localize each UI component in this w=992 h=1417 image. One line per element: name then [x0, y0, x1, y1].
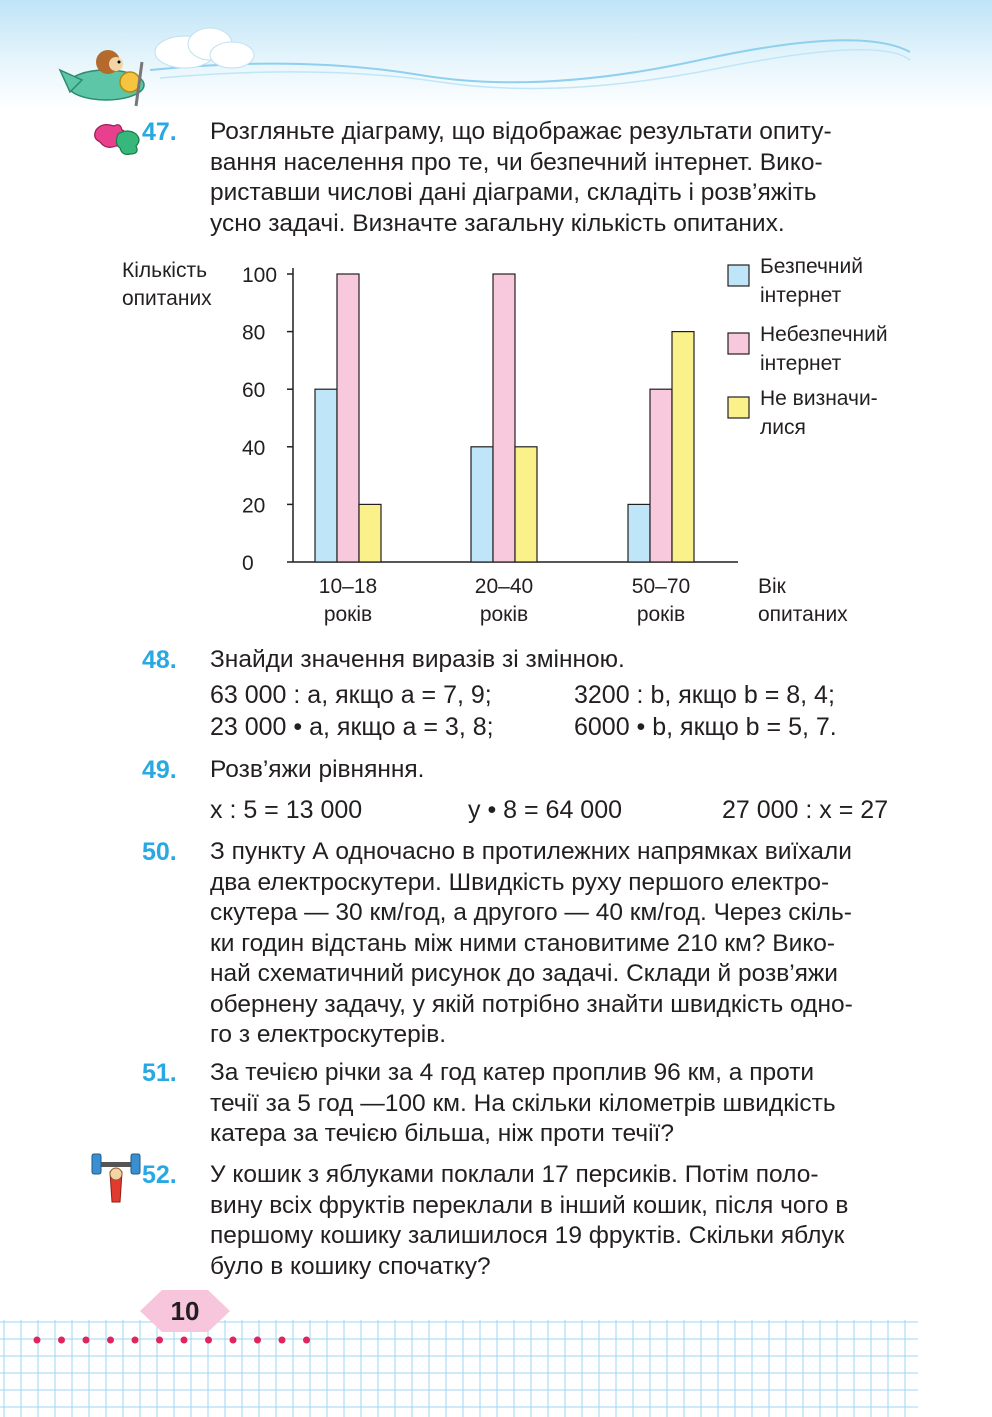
red-dot	[303, 1337, 310, 1344]
red-dot	[230, 1337, 237, 1344]
text-line: вину всіх фруктів переклали в інший кошик, після чого в	[210, 1191, 849, 1219]
x-tick-label: років	[636, 603, 686, 626]
y-axis-label: Кількість	[122, 259, 208, 282]
text-line: два електроскутери. Швидкість руху першого електро-	[210, 868, 830, 896]
red-dot	[254, 1337, 261, 1344]
bar	[515, 447, 537, 562]
hedgehog-plane-icon	[56, 40, 156, 110]
survey-chart	[110, 245, 940, 635]
bar	[672, 332, 694, 562]
task-text	[210, 1058, 912, 1150]
y-tick-label: 60	[242, 379, 266, 403]
task-text	[210, 1160, 912, 1282]
text-line: вання населення про те, чи безпечний інтернет. Вико-	[210, 148, 823, 176]
y-tick-label: 100	[242, 264, 278, 287]
x-tick-label: 20–40	[474, 575, 534, 598]
red-dot	[132, 1337, 139, 1344]
text-line: З пункту А одночасно в протилежних напрямках виїхали	[210, 838, 852, 865]
y-axis-label: опитаних	[122, 287, 212, 310]
bar	[628, 504, 650, 562]
text-line: було в кошику спочатку?	[210, 1252, 491, 1280]
bar-chart	[110, 245, 940, 635]
red-dot	[58, 1337, 65, 1344]
red-dot	[156, 1337, 163, 1344]
red-dot	[181, 1337, 188, 1344]
x-tick-label: років	[323, 603, 373, 626]
text-line: скутера — 30 км/год, а другого — 40 км/год. Через скіль-	[210, 899, 852, 926]
task-51	[142, 1058, 912, 1150]
task-text	[210, 117, 912, 239]
text-line: Розгляньте діаграму, що відображає результати опиту-	[210, 118, 832, 145]
task-title: Знайди значення виразів зі змінною.	[210, 646, 625, 673]
text-line: першому кошику залишилося 19 фруктів. Скільки яблук	[210, 1222, 845, 1249]
task-number: 50.	[142, 838, 177, 866]
red-dot	[279, 1337, 286, 1344]
y-tick-label: 20	[242, 494, 266, 518]
task-47	[142, 117, 912, 239]
red-dot	[107, 1337, 114, 1344]
task-number: 47.	[142, 118, 177, 146]
expression: 6000 • b, якщо b = 5, 7.	[574, 713, 837, 741]
page-number-badge	[140, 1288, 230, 1334]
legend-swatch	[728, 265, 749, 286]
legend-swatch	[728, 397, 749, 418]
x-tick-label: 10–18	[318, 575, 378, 598]
task-52	[142, 1160, 912, 1282]
y-tick-label: 80	[242, 321, 266, 345]
grid-paper-decoration	[0, 1320, 992, 1417]
bar	[650, 389, 672, 562]
text-line: обернену задачу, у якій потрібно знайти швидкість одно-	[210, 990, 853, 1018]
text-line: ки годин відстань між ними становитиме 210 км? Вико-	[210, 929, 836, 957]
bar	[315, 389, 337, 562]
task-50	[142, 837, 912, 1051]
x-axis-label: опитаних	[758, 603, 848, 626]
x-tick-label: років	[479, 603, 529, 626]
expression: 3200 : b, якщо b = 8, 4;	[574, 681, 835, 709]
bar	[337, 274, 359, 562]
text-line: усно задачі. Визначте загальну кількість опитаних.	[210, 209, 785, 237]
task-49	[142, 755, 912, 786]
equation: y • 8 = 64 000	[468, 796, 623, 824]
legend-swatch	[728, 333, 749, 354]
red-dot	[34, 1337, 41, 1344]
expression: 63 000 : a, якщо a = 7, 9;	[210, 681, 492, 709]
y-tick-label: 40	[242, 436, 266, 460]
text-line: течії за 5 год —100 км. На скільки кілометрів швидкість	[210, 1089, 836, 1117]
text-line: го з електроскутерів.	[210, 1021, 447, 1048]
legend-label: Небезпечний	[760, 323, 888, 346]
equation: x : 5 = 13 000	[210, 796, 363, 824]
text-line: У кошик з яблуками поклали 17 персиків. Потім поло-	[210, 1161, 819, 1188]
expression: 23 000 • a, якщо a = 3, 8;	[210, 713, 494, 741]
red-dot	[83, 1337, 90, 1344]
legend-label: інтернет	[760, 352, 842, 375]
dumbbell-character-icon	[90, 1152, 142, 1208]
bar	[471, 447, 493, 562]
bar	[493, 274, 515, 562]
legend-label: інтернет	[760, 284, 842, 307]
text-line: риставши числові дані діаграми, складіть і розв’яжіть	[210, 179, 817, 206]
x-axis-label: Вік	[758, 575, 786, 598]
equation: 27 000 : x = 27	[722, 796, 889, 824]
task-number: 52.	[142, 1161, 177, 1189]
bar	[359, 504, 381, 562]
text-line: най схематичний рисунок до задачі. Склади й розв’яжи	[210, 960, 838, 987]
page-number: 10	[170, 1296, 200, 1326]
task-text	[210, 837, 912, 1051]
legend-label: Не визначи-	[760, 387, 878, 410]
task-title: Розв’яжи рівняння.	[210, 756, 425, 783]
task-number: 51.	[142, 1059, 177, 1087]
puzzle-icon	[92, 120, 144, 160]
legend-label: Безпечний	[760, 255, 863, 278]
task-number: 48.	[142, 646, 177, 674]
task-48	[142, 645, 912, 676]
text-line: катера за течією більша, ніж проти течії?	[210, 1120, 674, 1147]
text-line: За течією річки за 4 год катер проплив 96 км, а проти	[210, 1059, 815, 1086]
x-tick-label: 50–70	[631, 575, 691, 598]
legend-label: лися	[760, 416, 806, 439]
task-number: 49.	[142, 756, 177, 784]
red-dot	[205, 1337, 212, 1344]
y-tick-label: 0	[242, 552, 254, 575]
